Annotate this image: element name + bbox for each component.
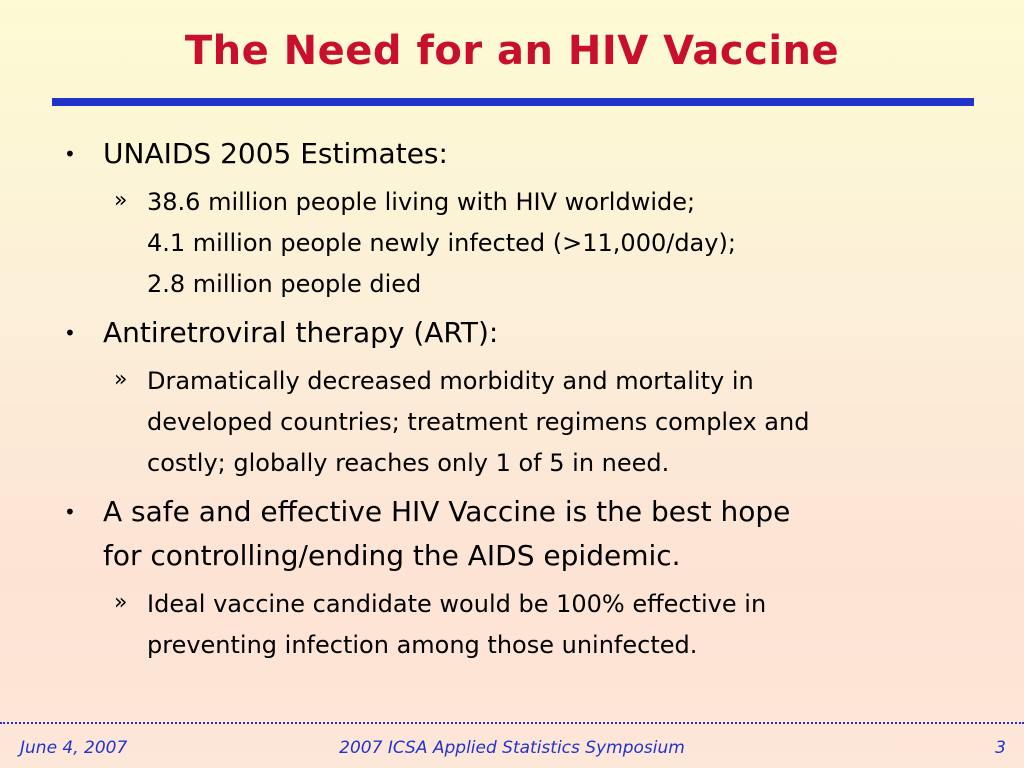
bullet-icon: •	[64, 142, 76, 166]
sub-bullet-line: Ideal vaccine candidate would be 100% effective in	[147, 590, 767, 618]
sub-bullet-icon: »	[114, 590, 128, 615]
bullet-icon: •	[64, 321, 76, 345]
bullet-line: for controlling/ending the AIDS epidemic.	[103, 539, 681, 572]
sub-bullet-icon: »	[114, 188, 128, 213]
sub-bullet-line: 4.1 million people newly infected (>11,000/day);	[147, 229, 736, 257]
bullet-line: A safe and effective HIV Vaccine is the best hope	[103, 495, 791, 528]
footer-date: June 4, 2007	[20, 738, 128, 758]
title-underline	[52, 98, 974, 106]
sub-bullet-line: costly; globally reaches only 1 of 5 in need.	[147, 449, 670, 477]
footer-divider	[0, 722, 1024, 724]
sub-bullet-item	[0, 584, 1024, 666]
bullet-item	[0, 132, 1024, 176]
sub-bullet-icon: »	[114, 367, 128, 392]
bullet-text: Antiretroviral therapy (ART):	[103, 316, 499, 349]
bullet-text: UNAIDS 2005 Estimates:	[103, 137, 448, 170]
sub-bullet-line: 38.6 million people living with HIV worldwide;	[147, 188, 696, 216]
bullet-item	[0, 490, 1024, 578]
sub-bullet-line: preventing infection among those uninfected.	[147, 631, 698, 659]
sub-bullet-item	[0, 361, 1024, 484]
sub-bullet-line: 2.8 million people died	[147, 270, 422, 298]
sub-bullet-item	[0, 182, 1024, 305]
sub-bullet-line: Dramatically decreased morbidity and mortality in	[147, 367, 754, 395]
slide-content	[0, 132, 1024, 666]
slide-title: The Need for an HIV Vaccine	[184, 28, 840, 74]
sub-bullet-line: developed countries; treatment regimens complex and	[147, 408, 810, 436]
footer-page-number: 3	[995, 738, 1006, 758]
footer-event: 2007 ICSA Applied Statistics Symposium	[339, 738, 685, 758]
bullet-icon: •	[64, 500, 76, 524]
bullet-item	[0, 311, 1024, 355]
